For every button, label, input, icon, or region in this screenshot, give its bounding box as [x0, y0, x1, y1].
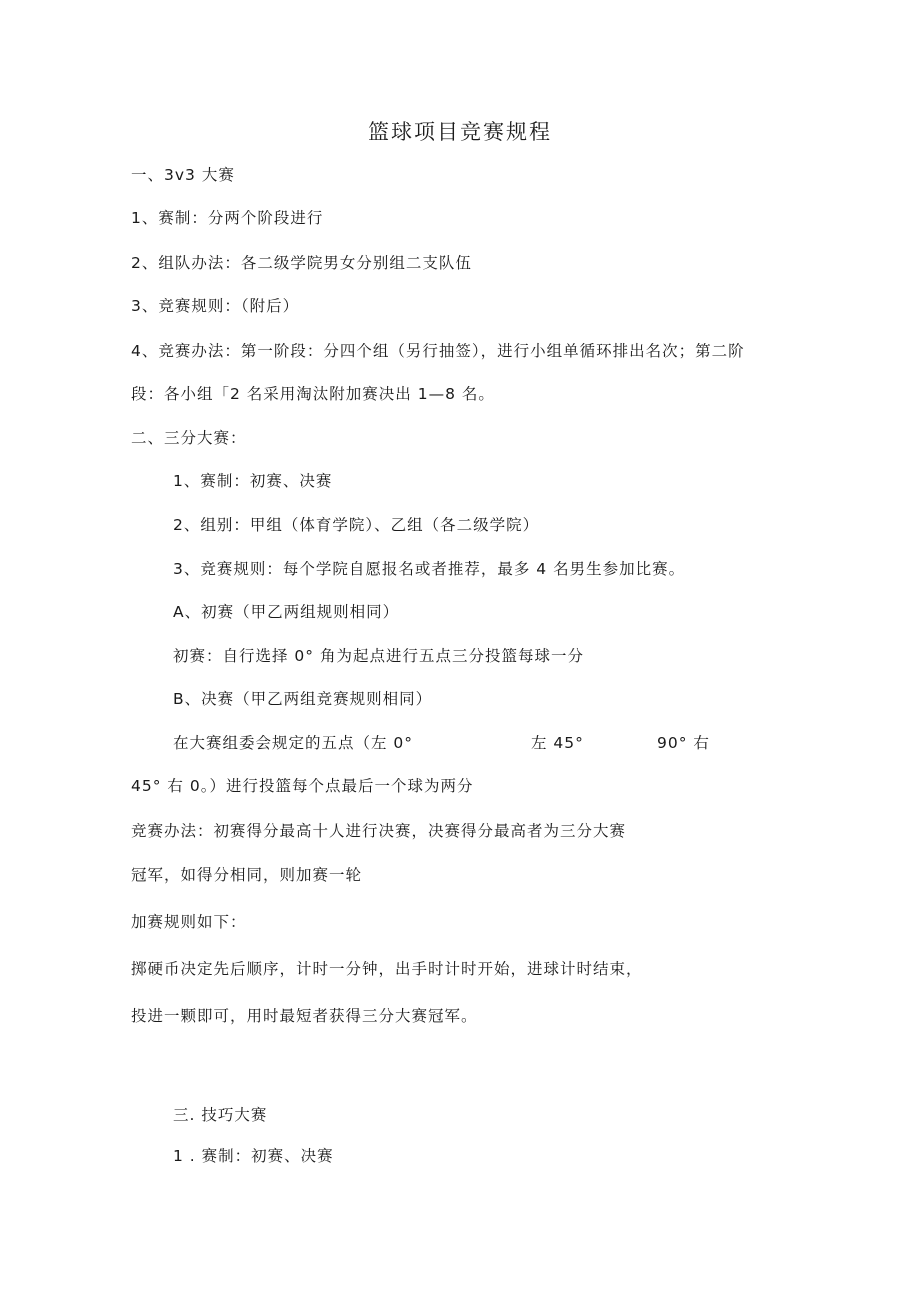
section-2-method-line-2: 冠军，如得分相同，则加赛一轮 [131, 866, 363, 884]
section-2-extra-line-2: 投进一颗即可，用时最短者获得三分大赛冠军。 [131, 1007, 478, 1025]
section-2-method-line-1: 竞赛办法：初赛得分最高十人进行决赛，决赛得分最高者为三分大赛 [131, 822, 627, 840]
section-2-heading: 二、三分大赛： [131, 429, 247, 447]
section-2-b-description-part-2: 左 45° [531, 734, 584, 752]
section-2-a-description: 初赛：自行选择 0° 角为起点进行五点三分投篮每球一分 [173, 647, 584, 665]
section-1-item-2: 2、组队办法：各二级学院男女分别组二支队伍 [131, 254, 472, 272]
section-1-item-3: 3、竞赛规则：（附后） [131, 297, 300, 315]
section-1-item-1: 1、赛制：分两个阶段进行 [131, 209, 324, 227]
section-2-item-3: 3、竞赛规则：每个学院自愿报名或者推荐，最多 4 名男生参加比赛。 [173, 560, 686, 578]
section-1-heading: 一、3v3 大赛 [131, 166, 235, 184]
section-1-item-4-line-1: 4、竞赛办法：第一阶段：分四个组（另行抽签），进行小组单循环排出名次；第二阶 [131, 342, 745, 360]
section-2-b-heading: B、决赛（甲乙两组竞赛规则相同） [173, 690, 433, 708]
section-2-item-2: 2、组别：甲组（体育学院）、乙组（各二级学院） [173, 516, 540, 534]
section-2-extra-line-1: 掷硬币决定先后顺序，计时一分钟，出手时计时开始，进球计时结束， [131, 960, 643, 978]
section-2-b-description-part-3: 90° 右 [657, 734, 710, 752]
document-title: 篮球项目竞赛规程 [368, 120, 552, 144]
section-2-b-description-line-2: 45° 右 0。）进行投篮每个点最后一个球为两分 [131, 777, 474, 795]
section-2-item-1: 1、赛制：初赛、决赛 [173, 472, 333, 490]
section-2-b-description-part-1: 在大赛组委会规定的五点（左 0° [173, 734, 414, 752]
section-2-extra-heading: 加赛规则如下： [131, 913, 247, 931]
section-1-item-4-line-2: 段：各小组「2 名采用淘汰附加赛决出 1—8 名。 [131, 385, 495, 403]
section-2-a-heading: A、初赛（甲乙两组规则相同） [173, 603, 400, 621]
section-3-item-1: 1 . 赛制：初赛、决赛 [173, 1147, 334, 1165]
section-3-heading: 三. 技巧大赛 [173, 1106, 268, 1124]
